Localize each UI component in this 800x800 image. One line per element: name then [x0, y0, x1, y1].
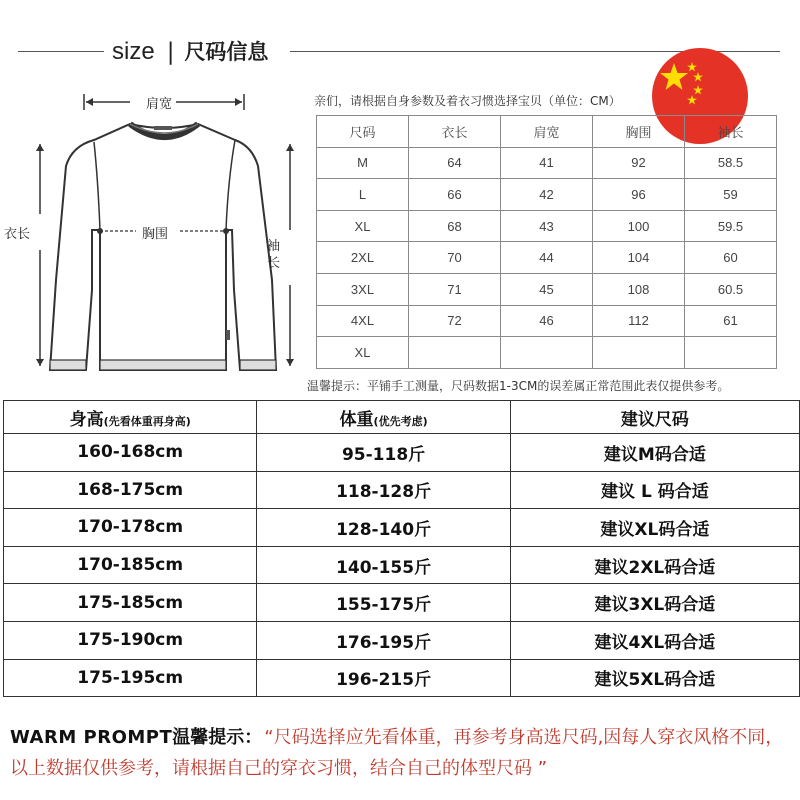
table-cell: M	[317, 147, 409, 179]
title-en: size	[112, 38, 155, 65]
table-row	[317, 305, 777, 337]
height-cell: 160-168cm	[4, 434, 257, 472]
weight-cell: 118-128斤	[257, 471, 510, 509]
table-cell: 104	[593, 242, 685, 274]
recommended-size-cell: 建议4XL码合适	[510, 621, 799, 659]
recommended-size-cell: 建议5XL码合适	[510, 659, 799, 697]
warm-prompt-label-cn: 温馨提示：	[172, 727, 263, 748]
weight-col-header	[257, 401, 510, 434]
height-cell: 175-190cm	[4, 621, 257, 659]
table-cell: 96	[593, 179, 685, 211]
table-cell: 2XL	[317, 242, 409, 274]
weight-cell: 128-140斤	[257, 509, 510, 547]
page-title	[112, 36, 268, 66]
weight-cell: 196-215斤	[257, 659, 510, 697]
recommended-size-cell: 建议 L 码合适	[510, 471, 799, 509]
table-cell: 60	[685, 242, 777, 274]
table-cell: 72	[409, 305, 501, 337]
weight-cell: 95-118斤	[257, 434, 510, 472]
recommended-size-cell: 建议M码合适	[510, 434, 799, 472]
table-cell: 59	[685, 179, 777, 211]
table-cell: 66	[409, 179, 501, 211]
table-cell: 68	[409, 210, 501, 242]
shirt-measurement-diagram	[0, 80, 300, 380]
table-cell: 4XL	[317, 305, 409, 337]
chest-label: 胸围	[142, 227, 169, 242]
recommended-size-cell: 建议3XL码合适	[510, 584, 799, 622]
shoulder-width-label: 肩宽	[146, 97, 173, 112]
weight-header-label: 体重	[339, 409, 374, 430]
table-cell: 46	[501, 305, 593, 337]
height-cell: 175-185cm	[4, 584, 257, 622]
table-cell	[593, 337, 685, 369]
table-cell: 61	[685, 305, 777, 337]
table-cell: 64	[409, 147, 501, 179]
height-cell: 170-185cm	[4, 546, 257, 584]
measurement-tip: 温馨提示：平铺手工测量，尺码数据1-3CM的误差属正常范围此表仅提供参考。	[307, 379, 730, 393]
recommended-size-col-header: 建议尺码	[510, 401, 799, 434]
height-cell: 175-195cm	[4, 659, 257, 697]
table-row	[317, 147, 777, 179]
size-recommendation-table	[3, 400, 800, 697]
weight-cell: 176-195斤	[257, 621, 510, 659]
table-cell: 60.5	[685, 273, 777, 305]
table-cell: 108	[593, 273, 685, 305]
weight-cell: 140-155斤	[257, 546, 510, 584]
height-cell: 170-178cm	[4, 509, 257, 547]
table-cell: 42	[501, 179, 593, 211]
chest-col-header: 胸围	[593, 116, 685, 148]
table-cell: L	[317, 179, 409, 211]
length-col-header: 衣长	[409, 116, 501, 148]
table-cell: 58.5	[685, 147, 777, 179]
table-cell: 70	[409, 242, 501, 274]
table-cell: XL	[317, 337, 409, 369]
table-row	[4, 509, 800, 547]
table-row	[4, 621, 800, 659]
table-row	[317, 210, 777, 242]
table-row	[4, 546, 800, 584]
height-header-label: 身高	[69, 409, 104, 430]
height-col-header	[4, 401, 257, 434]
warm-prompt	[10, 722, 795, 784]
table-row	[317, 337, 777, 369]
recommended-size-cell: 建议XL码合适	[510, 509, 799, 547]
height-header-sub: (先看体重再身高)	[103, 414, 191, 428]
size-table	[316, 115, 777, 369]
size-table-header-row	[317, 116, 777, 148]
sleeve-length-label: 袖长	[267, 239, 281, 271]
table-row	[4, 584, 800, 622]
table-cell: 43	[501, 210, 593, 242]
recommended-size-cell: 建议2XL码合适	[510, 546, 799, 584]
table-cell: 112	[593, 305, 685, 337]
sleeve-col-header: 袖长	[685, 116, 777, 148]
header-rule-left	[18, 51, 104, 52]
title-separator: |	[166, 39, 175, 65]
table-row	[317, 273, 777, 305]
weight-cell: 155-175斤	[257, 584, 510, 622]
table-cell: 44	[501, 242, 593, 274]
table-row	[4, 434, 800, 472]
table-cell: 59.5	[685, 210, 777, 242]
table-cell: XL	[317, 210, 409, 242]
table-cell: 100	[593, 210, 685, 242]
table-row	[317, 242, 777, 274]
table-cell: 71	[409, 273, 501, 305]
table-cell: 45	[501, 273, 593, 305]
table-cell: 92	[593, 147, 685, 179]
recommendation-header-row	[4, 401, 800, 434]
warm-prompt-label-en: WARM PROMPT	[10, 727, 173, 748]
table-cell	[501, 337, 593, 369]
size-table-note: 亲们，请根据自身参数及着衣习惯选择宝贝（单位：CM）	[314, 94, 621, 108]
table-row	[4, 471, 800, 509]
table-row	[4, 659, 800, 697]
warm-prompt-text: “尺码选择应先看体重，再参考身高选尺码,因每人穿衣风格不同，以上数据仅供参考，请根据自己的穿衣习惯，结合自己的体型尺码 ”	[10, 727, 784, 779]
table-cell	[409, 337, 501, 369]
weight-header-sub: (优先考虑)	[373, 414, 428, 428]
title-cn: 尺码信息	[184, 40, 269, 64]
table-row	[317, 179, 777, 211]
table-cell	[685, 337, 777, 369]
table-cell: 41	[501, 147, 593, 179]
height-cell: 168-175cm	[4, 471, 257, 509]
shoulder-col-header: 肩宽	[501, 116, 593, 148]
table-cell: 3XL	[317, 273, 409, 305]
size-col-header: 尺码	[317, 116, 409, 148]
body-length-label: 衣长	[4, 227, 31, 242]
